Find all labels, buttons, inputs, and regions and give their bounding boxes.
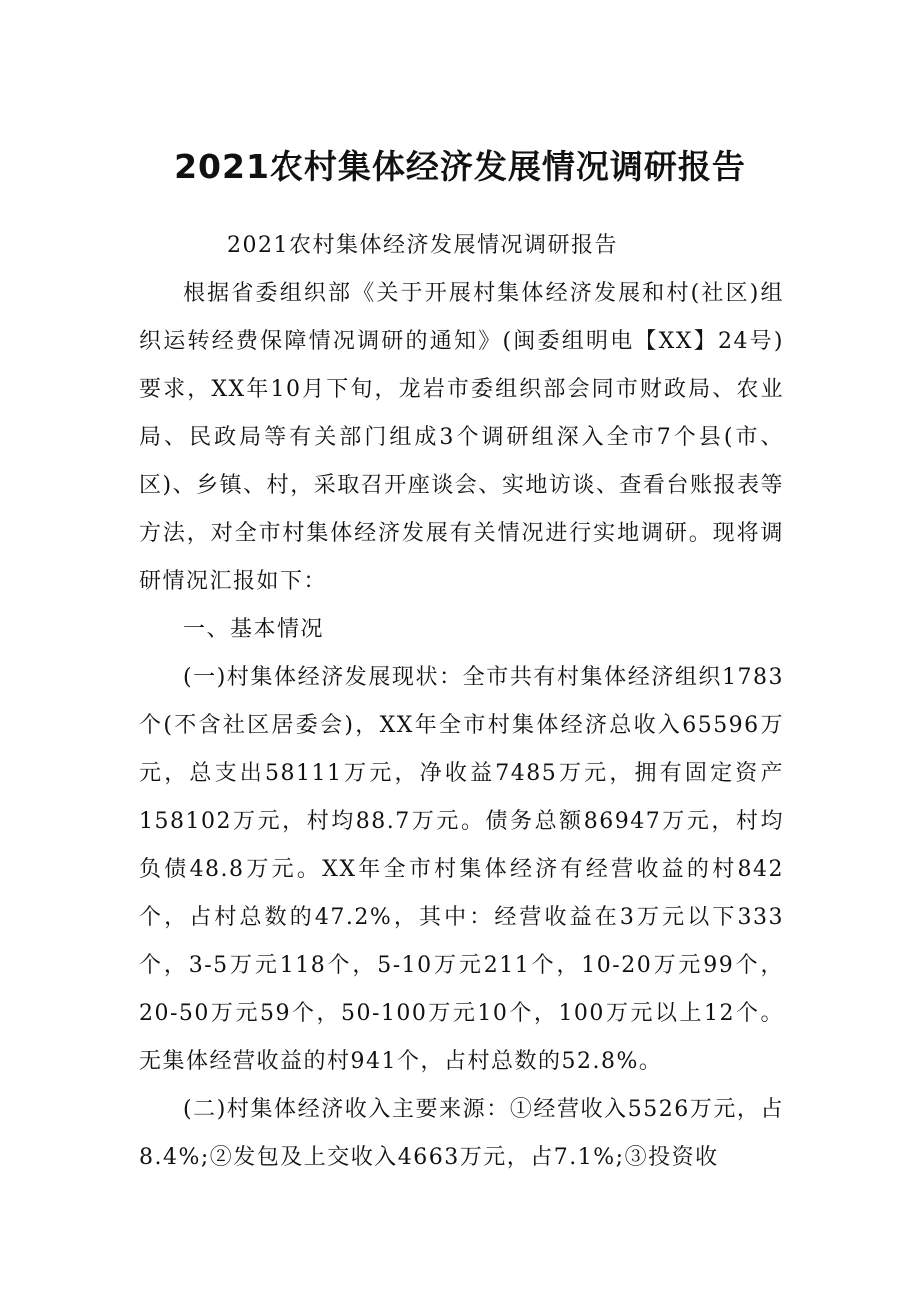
- document-body: [139, 222, 784, 1182]
- document-subtitle: 2021农村集体经济发展情况调研报告: [227, 233, 618, 258]
- section-heading-basic-situation: 一、基本情况: [183, 617, 325, 642]
- document-title: 2021农村集体经济发展情况调研报告: [174, 147, 746, 186]
- paragraph-intro: 根据省委组织部《关于开展村集体经济发展和村(社区)组织运转经费保障情况调研的通知》(闽委组明电【XX】24号)要求，XX年10月下旬，龙岩市委组织部会同市财政局、农业局、民政局等有关部门组成3个调研组深入全市7个县(市、区)、乡镇、村，采取召开座谈会、实地访谈、查看台账报表等方法，对全市村集体经济发展有关情况进行实地调研。现将调研情况汇报如下：: [139, 281, 784, 594]
- paragraph-development-status: (一)村集体经济发展现状：全市共有村集体经济组织1783个(不含社区居委会)，XX年全市村集体经济总收入65596万元，总支出58111万元，净收益7485万元，拥有固定资产158102万元，村均88.7万元。债务总额86947万元，村均负债48.8万元。XX年全市村集体经济有经营收益的村842个，占村总数的47.2%，其中：经营收益在3万元以下333个，3-5万元118个，5-10万元211个，10-20万元99个，20-50万元59个，50-100万元10个，100万元以上12个。无集体经营收益的村941个，占村总数的52.8%。: [139, 665, 784, 1074]
- paragraph-income-sources: (二)村集体经济收入主要来源：①经营收入5526万元，占8.4%;②发包及上交收入4663万元，占7.1%;③投资收: [139, 1097, 784, 1170]
